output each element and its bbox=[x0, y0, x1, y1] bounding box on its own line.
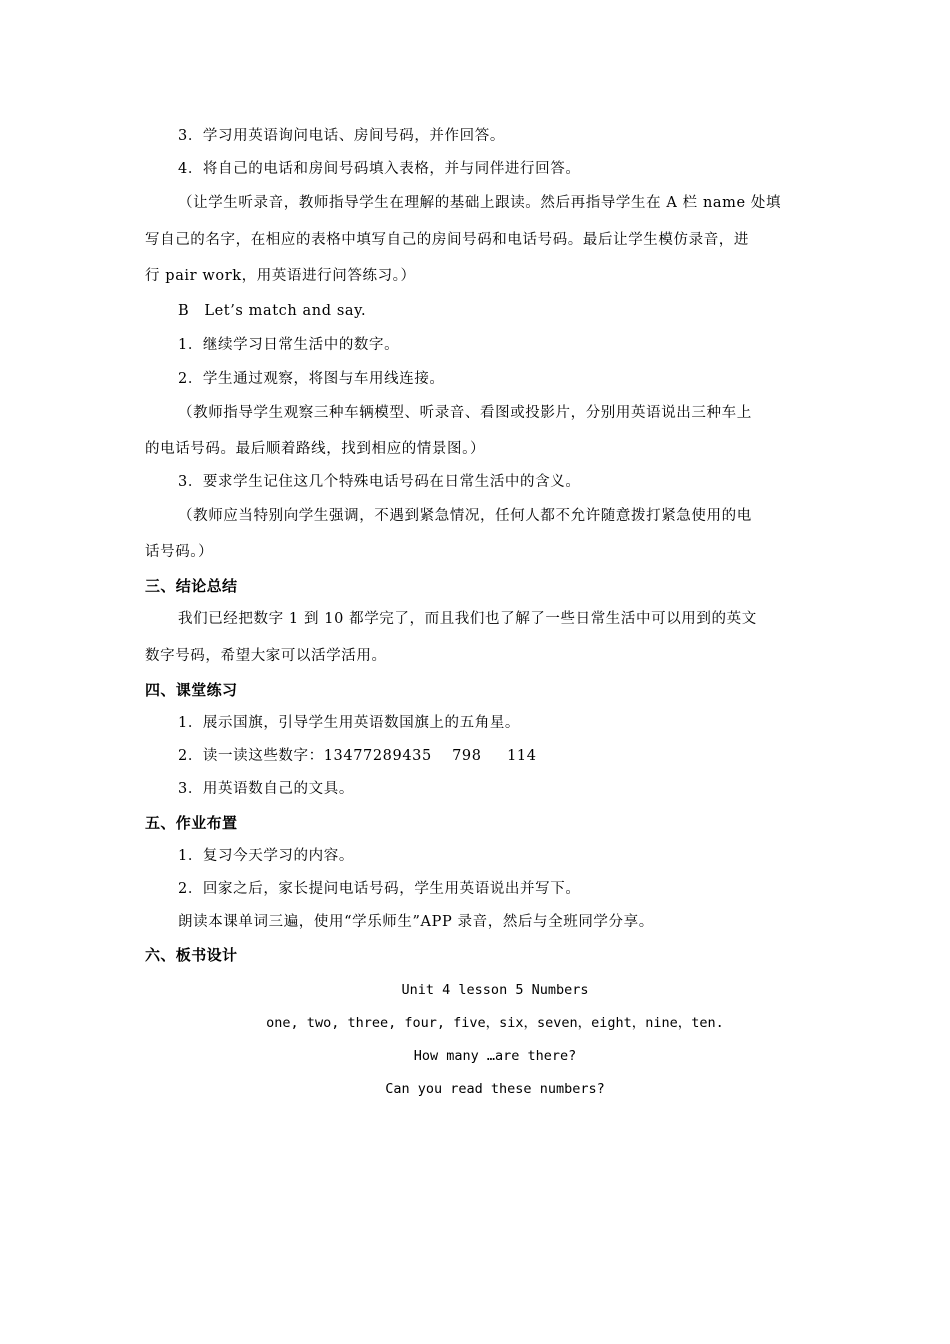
board-title: Unit 4 lesson 5 Numbers bbox=[401, 982, 589, 998]
summary-line-1: 我们已经把数字 1 到 10 都学完了，而且我们也了解了一些日常生活中可以用到的英文 bbox=[178, 611, 757, 627]
exercise-3: 3．用英语数自己的文具。 bbox=[178, 781, 354, 797]
exercise-2: 2．读一读这些数字：13477289435 798 114 bbox=[178, 748, 537, 764]
board-number-words: one, two, three, four, five，six，seven，eight，nine，ten. bbox=[266, 1015, 724, 1031]
board-question-1: How many …are there? bbox=[413, 1048, 577, 1064]
homework-1: 1．复习今天学习的内容。 bbox=[178, 848, 354, 864]
teacher-note-2-line-2: 的电话号码。最后顺着路线，找到相应的情景图。） bbox=[145, 441, 486, 457]
homework-3: 朗读本课单词三遍，使用“学乐师生”APP 录音，然后与全班同学分享。 bbox=[178, 914, 654, 930]
section-6-heading: 六、板书设计 bbox=[145, 946, 238, 964]
part-b-title: B Let’s match and say. bbox=[178, 303, 367, 319]
teacher-note-3-line-2: 话号码。） bbox=[145, 544, 214, 560]
section-3-heading: 三、结论总结 bbox=[145, 577, 238, 595]
summary-line-2: 数字号码，希望大家可以活学活用。 bbox=[145, 648, 387, 664]
teacher-note-1-line-1: （让学生听录音，教师指导学生在理解的基础上跟读。然后再指导学生在 A 栏 name 处填 bbox=[178, 195, 782, 211]
section-5-heading: 五、作业布置 bbox=[145, 814, 238, 832]
step-3-ask-numbers: 3．学习用英语询问电话、房间号码，并作回答。 bbox=[178, 128, 505, 144]
teacher-note-3-line-1: （教师应当特别向学生强调，不遇到紧急情况，任何人都不允许随意拨打紧急使用的电 bbox=[178, 508, 752, 524]
homework-2: 2．回家之后，家长提问电话号码，学生用英语说出并写下。 bbox=[178, 881, 581, 897]
teacher-note-1-line-2: 写自己的名字，在相应的表格中填写自己的房间号码和电话号码。最后让学生模仿录音，进 bbox=[145, 232, 749, 248]
teacher-note-2-line-1: （教师指导学生观察三种车辆模型、听录音、看图或投影片，分别用英语说出三种车上 bbox=[178, 405, 752, 421]
teacher-note-1-line-3: 行 pair work，用英语进行问答练习。） bbox=[145, 268, 416, 284]
part-b-step-1: 1．继续学习日常生活中的数字。 bbox=[178, 337, 400, 353]
part-b-step-3: 3．要求学生记住这几个特殊电话号码在日常生活中的含义。 bbox=[178, 474, 581, 490]
step-4-fill-table: 4．将自己的电话和房间号码填入表格，并与同伴进行回答。 bbox=[178, 161, 581, 177]
exercise-1: 1．展示国旗，引导学生用英语数国旗上的五角星。 bbox=[178, 715, 521, 731]
part-b-step-2: 2．学生通过观察，将图与车用线连接。 bbox=[178, 371, 445, 387]
section-4-heading: 四、课堂练习 bbox=[145, 681, 238, 699]
board-question-2: Can you read these numbers? bbox=[385, 1081, 605, 1097]
